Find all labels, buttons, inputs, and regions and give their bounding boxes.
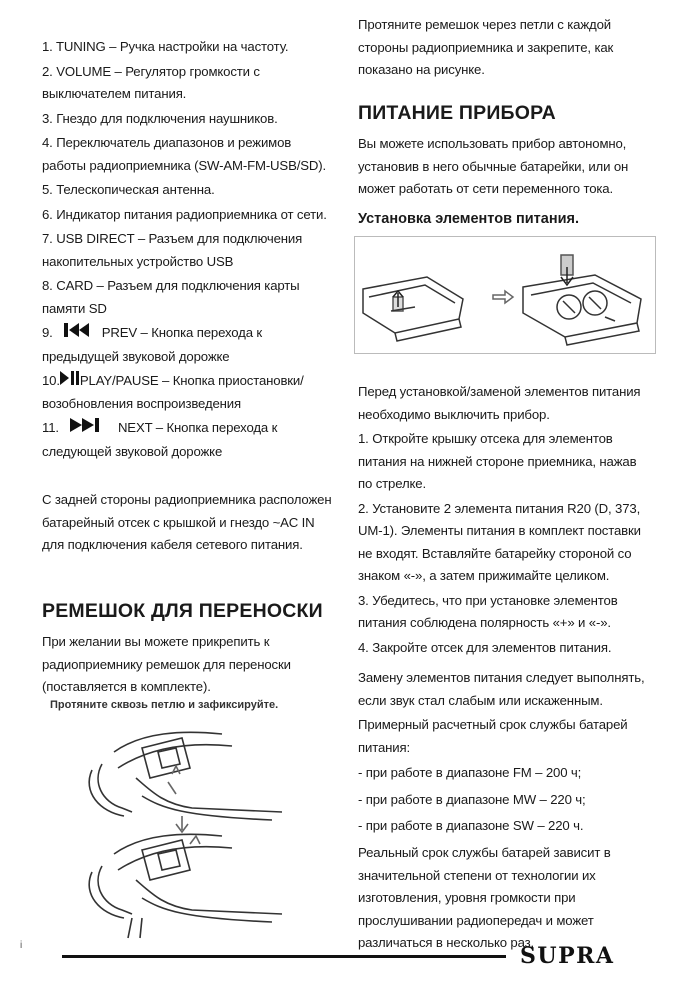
power-text: Вы можете использовать прибор автономно, установив в него обычные батарейки, или он может работать от сети переменного тока. [358,136,629,196]
strap-illustration [72,712,302,940]
battery-life-list [358,762,652,838]
item-text: PLAY/PAUSE – Кнопка приостановки/возобновления воспроизведения [42,373,304,411]
control-item-headphones: 3. Гнездо для подключения наушников. [42,110,278,126]
control-item-prev [42,322,338,368]
item-text: PREV – Кнопка перехода к предыдущей звуковой дорожке [42,325,263,364]
strap-heading: РЕМЕШОК ДЛЯ ПЕРЕНОСКИ [42,600,323,622]
before-install-text: Перед установкой/заменой элементов питания необходимо выключить прибор. [358,384,641,422]
control-item-power-indicator: 6. Индикатор питания радиоприемника от сети. [42,206,327,222]
control-item-band-switch: 4. Переключатель диапазонов и режимов работы радиоприемника (SW-AM-FM-USB/SD). [42,135,327,173]
strap-caption: Протяните сквозь петлю и зафиксируйте. [50,699,279,711]
item-number: 11. [42,420,59,436]
install-steps [358,428,652,659]
next-track-icon [70,417,104,441]
right-column-lower [358,0,652,950]
item-text: NEXT – Кнопка перехода к следующей звуковой дорожке [42,420,278,459]
play-pause-icon [60,370,80,393]
control-item-tuning: 1. TUNING – Ручка настройки на частоту. [42,39,289,54]
control-item-antenna: 5. Телескопическая антенна. [42,182,215,197]
page-mark: i [20,940,23,951]
battery-life-intro: Примерный расчетный срок службы батарей питания: [358,717,628,755]
prev-track-icon [64,322,90,346]
brand-logo: SUPRA [520,943,615,969]
control-item-play-pause [42,370,338,415]
replace-text: Замену элементов питания следует выполнять, если звук стал слабым или искаженным. [358,670,645,708]
real-life-text: Реальный срок службы батарей зависит в значительной степени от технологии их изготовления, уровня громкости при прослушивании радиопередач и может различаться в несколько раз. [358,845,611,950]
battery-install-heading: Установка элементов питания. [358,211,580,227]
battery-life-item: - при работе в диапазоне MW – 220 ч; [358,791,586,807]
battery-compartment-note: С задней стороны радиоприемника расположен батарейный отсек с крышкой и гнездо ~AC IN для подключения кабеля сетевого питания. [42,492,332,552]
power-heading: ПИТАНИЕ ПРИБОРА [358,102,556,124]
left-column [42,0,338,940]
item-number: 9. [42,325,53,341]
install-step: 2. Установите 2 элемента питания R20 (D, 373, UM-1). Элементы питания в комплект поставки не входят. Вставляйте батарейку стороной со знаком «-», а затем прижимайте целиком. [358,500,641,583]
control-item-card: 8. CARD – Разъем для подключения карты памяти SD [42,278,300,316]
install-step: 1. Откройте крышку отсека для элементов питания на нижней стороне приемника, нажав по стрелке. [358,431,637,491]
battery-life-item: - при работе в диапазоне FM – 200 ч; [358,765,582,780]
control-item-usb: 7. USB DIRECT – Разъем для подключения накопительных устройство USB [42,231,303,269]
footer-rule [62,955,506,958]
control-item-volume: 2. VOLUME – Регулятор громкости с выключателем питания. [42,63,260,101]
strap-continue-text: Протяните ремешок через петли с каждой стороны радиоприемника и закрепите, как показано на рисунке. [358,17,614,77]
strap-text: При желании вы можете прикрепить к радиоприемнику ремешок для переноски (поставляется в комплекте). [42,634,291,694]
controls-list [42,36,338,463]
item-number: 10. [42,373,60,388]
install-step: 3. Убедитесь, что при установке элементов питания соблюдена полярность «+» и «-». [358,592,618,630]
control-item-next [42,417,338,463]
battery-life-item: - при работе в диапазоне SW – 220 ч. [358,818,584,833]
install-step: 4. Закройте отсек для элементов питания. [358,639,612,655]
